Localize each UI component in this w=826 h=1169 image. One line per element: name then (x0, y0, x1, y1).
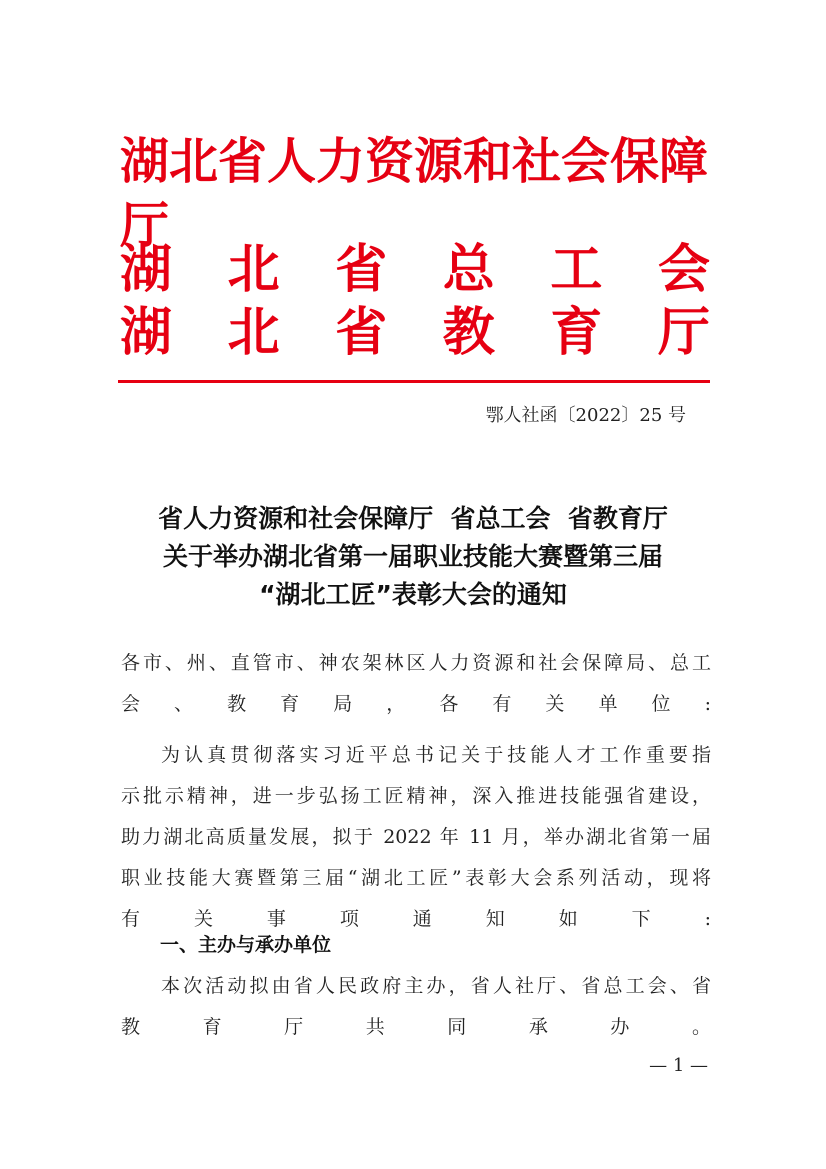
title-line-2: 关于举办湖北省第一届职业技能大赛暨第三届 (162, 542, 663, 571)
issuer-char: 北 (227, 303, 280, 363)
issuer-char: 工 (550, 240, 603, 300)
issuer-char: 北 (227, 240, 280, 300)
issuer-char: 厅 (657, 303, 710, 363)
issuer-header-line-3 (120, 301, 710, 365)
issuer-header-line-2 (120, 238, 710, 302)
paragraph-2-line-2: 教育厅共同承办。 (121, 1016, 711, 1038)
addressee-line-2: 会、教育局，各有关单位: (121, 693, 711, 715)
issuer-header-line-1 (120, 133, 710, 254)
page-number: — 1 — (649, 1055, 708, 1076)
addressee-line-1: 各市、州、直管市、神农架林区人力资源和社会保障局、总工 (121, 652, 711, 674)
red-divider-rule (118, 380, 710, 383)
document-title (110, 500, 716, 614)
issuer-char: 教 (442, 303, 495, 363)
paragraph-1 (121, 735, 711, 940)
section-1-heading: 一、主办与承办单位 (160, 934, 332, 956)
paragraph-2 (121, 966, 711, 1048)
issuer-char: 会 (657, 240, 710, 300)
document-number: 鄂人社函〔2022〕25 号 (485, 405, 686, 426)
title-line-1: 省人力资源和社会保障厅 省总工会 省教育厅 (158, 504, 668, 533)
paragraph-1-line-1: 为认真贯彻落实习近平总书记关于技能人才工作重要指 (161, 744, 711, 766)
issuer-char: 湖 (120, 240, 173, 300)
issuer-char: 总 (442, 240, 495, 300)
paragraph-1-line-4: 职业技能大赛暨第三届“湖北工匠”表彰大会系列活动，现将 (121, 867, 711, 889)
issuer-name-hrss: 湖北省人力资源和社会保障厅 (120, 133, 709, 254)
issuer-char: 省 (335, 303, 388, 363)
issuer-char: 省 (335, 240, 388, 300)
paragraph-1-line-2: 示批示精神，进一步弘扬工匠精神，深入推进技能强省建设， (121, 785, 711, 807)
paragraph-1-line-3: 助力湖北高质量发展，拟于 2022 年 11 月，举办湖北省第一届 (121, 826, 711, 848)
paragraph-1-line-5: 有关事项通知如下: (121, 908, 711, 930)
issuer-char: 湖 (120, 303, 173, 363)
title-line-3: “湖北工匠”表彰大会的通知 (259, 580, 567, 609)
issuer-char: 育 (550, 303, 603, 363)
addressee (121, 643, 711, 725)
paragraph-2-line-1: 本次活动拟由省人民政府主办，省人社厅、省总工会、省 (161, 975, 711, 997)
